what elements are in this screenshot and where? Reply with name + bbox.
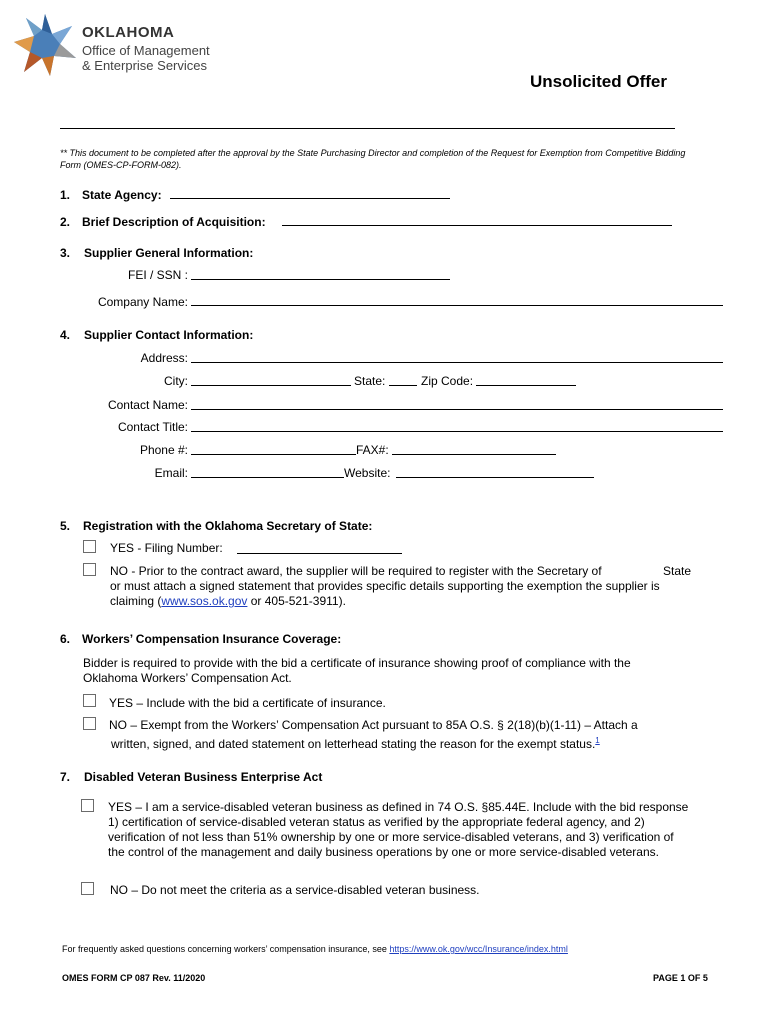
- title-rule: [60, 128, 675, 129]
- website-field[interactable]: [396, 477, 594, 478]
- registration-no-line1: NO - Prior to the contract award, the supplier will be required to register with the Secretary of: [110, 564, 602, 578]
- acquisition-label: Brief Description of Acquisition:: [82, 215, 266, 229]
- form-number: OMES FORM CP 087 Rev. 11/2020: [62, 973, 206, 983]
- workers-comp-yes-label: YES – Include with the bid a certificate of insurance.: [109, 696, 386, 710]
- city-label: City:: [164, 374, 188, 388]
- logo-title: OKLAHOMA: [82, 24, 175, 41]
- registration-yes-label: YES - Filing Number:: [110, 541, 223, 555]
- registration-no-checkbox[interactable]: [83, 563, 96, 576]
- veteran-label: Disabled Veteran Business Enterprise Act: [84, 770, 323, 784]
- company-name-label: Company Name:: [97, 295, 188, 309]
- fei-ssn-field[interactable]: [191, 279, 450, 280]
- footnote-text: For frequently asked questions concerning workers’ compensation insurance, see: [62, 944, 390, 954]
- veteran-yes-text: YES – I am a service-disabled veteran business as defined in 74 O.S. §85.44E. Include with the bid response 1) certification of service-disabled veteran status as verified by the appropriate federal agency, and 2) verification of not less than 51% ownership by one or more service-disabled veterans, and 3) verification of the control of the management and daily business operations by one or more service-disabled veterans.: [108, 800, 689, 859]
- company-name-field[interactable]: [191, 305, 723, 306]
- logo-subtitle-2: & Enterprise Services: [82, 58, 207, 73]
- logo-subtitle-1: Office of Management: [82, 43, 210, 58]
- section-6-number: 6.: [60, 632, 71, 646]
- footnote: [62, 944, 568, 954]
- workers-comp-no-line1: NO – Exempt from the Workers’ Compensation Act pursuant to 85A O.S. § 2(18)(b)(1-11) – Attach a: [109, 718, 638, 732]
- registration-no-line2: or must attach a signed statement that provides specific details supporting the exemption the supplier is: [110, 579, 660, 593]
- workers-comp-no-checkbox[interactable]: [83, 717, 96, 730]
- website-label: Website:: [344, 466, 391, 480]
- oklahoma-star-icon: [12, 12, 78, 78]
- section-5-number: 5.: [60, 519, 71, 533]
- state-agency-label: State Agency:: [82, 188, 162, 202]
- registration-label: Registration with the Oklahoma Secretary of State:: [83, 519, 373, 533]
- contact-title-label: Contact Title:: [117, 420, 188, 434]
- supplier-general-label: Supplier General Information:: [84, 246, 254, 260]
- footnote-link[interactable]: https://www.ok.gov/wcc/Insurance/index.html: [389, 944, 568, 954]
- workers-comp-no-line2: written, signed, and dated statement on letterhead stating the reason for the exempt status.: [111, 737, 596, 751]
- workers-comp-yes-checkbox[interactable]: [83, 694, 96, 707]
- veteran-no-checkbox[interactable]: [81, 882, 94, 895]
- acquisition-field[interactable]: [282, 225, 672, 226]
- section-2-number: 2.: [60, 215, 71, 229]
- email-label: Email:: [154, 466, 188, 480]
- state-field[interactable]: [389, 385, 417, 386]
- address-label: Address:: [140, 351, 188, 365]
- filing-number-field[interactable]: [237, 553, 402, 554]
- registration-no-text: [110, 564, 710, 609]
- workers-comp-label: Workers’ Compensation Insurance Coverage:: [82, 632, 342, 646]
- page-number: PAGE 1 OF 5: [653, 973, 708, 983]
- zip-code-label: Zip Code:: [421, 374, 474, 388]
- zip-code-field[interactable]: [476, 385, 576, 386]
- workers-comp-intro: Bidder is required to provide with the bid a certificate of insurance showing proof of compliance with the Oklahoma Workers’ Compensation Act.: [83, 656, 631, 685]
- fax-field[interactable]: [392, 454, 556, 455]
- state-agency-field[interactable]: [170, 198, 450, 199]
- fei-ssn-label: FEI / SSN :: [127, 268, 188, 282]
- section-4-number: 4.: [60, 328, 71, 342]
- phone-field[interactable]: [191, 454, 356, 455]
- fax-label: FAX#:: [356, 443, 389, 457]
- section-7-number: 7.: [60, 770, 71, 784]
- veteran-no-label: NO – Do not meet the criteria as a service-disabled veteran business.: [110, 883, 480, 897]
- supplier-contact-label: Supplier Contact Information:: [84, 328, 254, 342]
- contact-name-field[interactable]: [191, 409, 723, 410]
- section-3-number: 3.: [60, 246, 71, 260]
- workers-comp-no-text: [109, 718, 709, 752]
- omes-logo: [12, 12, 242, 78]
- email-field[interactable]: [191, 477, 344, 478]
- veteran-yes-checkbox[interactable]: [81, 799, 94, 812]
- registration-no-line3a: claiming (: [110, 594, 162, 608]
- instruction-note: ** This document to be completed after the approval by the State Purchasing Director and completion of the Request for Exemption from Competitive Bidding Form (OMES-CP-FORM-082).: [60, 148, 686, 170]
- state-label: State:: [354, 374, 386, 388]
- section-1-number: 1.: [60, 188, 71, 202]
- registration-no-line3b: or 405-521-3911).: [247, 594, 346, 608]
- contact-title-field[interactable]: [191, 431, 723, 432]
- sos-link[interactable]: www.sos.ok.gov: [161, 594, 248, 608]
- contact-name-label: Contact Name:: [107, 398, 188, 412]
- phone-label: Phone #:: [139, 443, 188, 457]
- page-title: Unsolicited Offer: [530, 72, 667, 91]
- registration-yes-checkbox[interactable]: [83, 540, 96, 553]
- city-field[interactable]: [191, 385, 351, 386]
- address-field[interactable]: [191, 362, 723, 363]
- registration-no-line1-state: State: [663, 564, 692, 578]
- footnote-mark[interactable]: 1: [595, 736, 600, 745]
